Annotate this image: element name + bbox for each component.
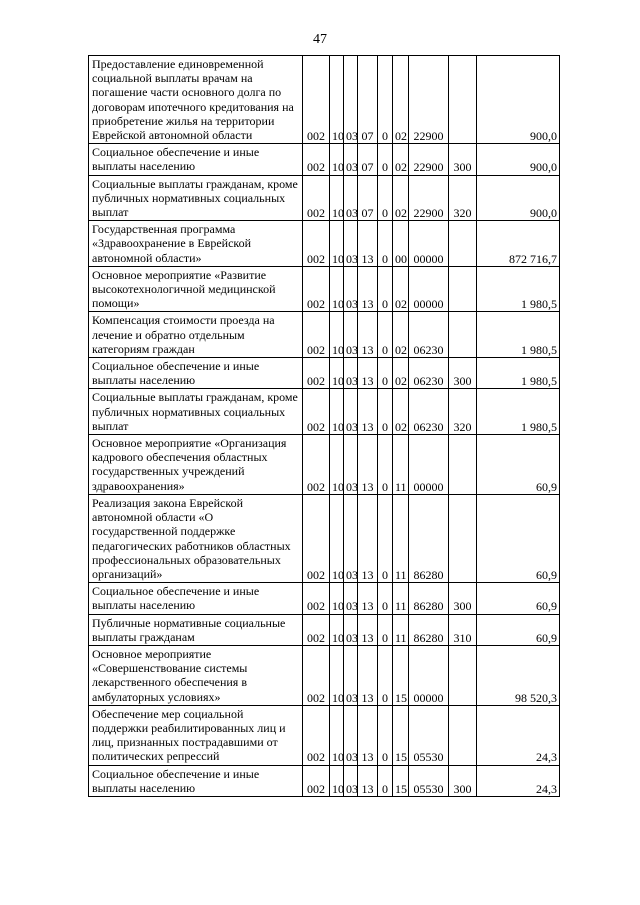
direction-code-cell: 06230 <box>409 389 449 435</box>
amount-cell: 60,9 <box>477 494 560 582</box>
activity-code-cell: 15 <box>393 765 409 796</box>
row-name-cell: Реализация закона Еврейской автономной области «О государственной поддержке педагогических работников областных профессиональных образовательных организаций» <box>89 494 303 582</box>
section-code-cell: 10 <box>330 645 344 705</box>
subsection-code-cell: 03 <box>344 56 358 144</box>
table-row <box>89 583 560 614</box>
ved-code-cell: 002 <box>303 144 330 175</box>
program-code-cell: 13 <box>358 266 378 312</box>
expense-type-cell: 300 <box>449 583 477 614</box>
row-name-cell: Социальное обеспечение и иные выплаты населению <box>89 583 303 614</box>
subprogram-code-cell: 0 <box>378 645 393 705</box>
direction-code-cell: 86280 <box>409 583 449 614</box>
table-row <box>89 435 560 495</box>
direction-code-cell: 22900 <box>409 175 449 221</box>
subsection-code-cell: 03 <box>344 435 358 495</box>
program-code-cell: 13 <box>358 614 378 645</box>
subsection-code-cell: 03 <box>344 705 358 765</box>
table-row <box>89 494 560 582</box>
expense-type-cell <box>449 435 477 495</box>
amount-cell: 872 716,7 <box>477 221 560 267</box>
ved-code-cell: 002 <box>303 705 330 765</box>
direction-code-cell: 05530 <box>409 765 449 796</box>
amount-cell: 900,0 <box>477 144 560 175</box>
program-code-cell: 13 <box>358 494 378 582</box>
direction-code-cell: 86280 <box>409 614 449 645</box>
amount-cell: 24,3 <box>477 705 560 765</box>
subprogram-code-cell: 0 <box>378 56 393 144</box>
amount-cell: 24,3 <box>477 765 560 796</box>
amount-cell: 60,9 <box>477 435 560 495</box>
direction-code-cell: 06230 <box>409 358 449 389</box>
direction-code-cell: 00000 <box>409 221 449 267</box>
table-row <box>89 645 560 705</box>
subprogram-code-cell: 0 <box>378 312 393 358</box>
activity-code-cell: 02 <box>393 175 409 221</box>
amount-cell: 1 980,5 <box>477 312 560 358</box>
subprogram-code-cell: 0 <box>378 583 393 614</box>
subsection-code-cell: 03 <box>344 144 358 175</box>
program-code-cell: 13 <box>358 705 378 765</box>
activity-code-cell: 11 <box>393 494 409 582</box>
expense-type-cell <box>449 56 477 144</box>
program-code-cell: 07 <box>358 56 378 144</box>
activity-code-cell: 00 <box>393 221 409 267</box>
direction-code-cell: 22900 <box>409 144 449 175</box>
amount-cell: 1 980,5 <box>477 389 560 435</box>
section-code-cell: 10 <box>330 358 344 389</box>
subprogram-code-cell: 0 <box>378 266 393 312</box>
row-name-cell: Обеспечение мер социальной поддержки реабилитированных лиц и лиц, признанных пострадавшими от политических репрессий <box>89 705 303 765</box>
table-row <box>89 175 560 221</box>
program-code-cell: 13 <box>358 435 378 495</box>
subprogram-code-cell: 0 <box>378 221 393 267</box>
subsection-code-cell: 03 <box>344 614 358 645</box>
subprogram-code-cell: 0 <box>378 144 393 175</box>
amount-cell: 1 980,5 <box>477 358 560 389</box>
subprogram-code-cell: 0 <box>378 705 393 765</box>
ved-code-cell: 002 <box>303 583 330 614</box>
expense-type-cell: 300 <box>449 358 477 389</box>
subprogram-code-cell: 0 <box>378 175 393 221</box>
subprogram-code-cell: 0 <box>378 389 393 435</box>
subsection-code-cell: 03 <box>344 221 358 267</box>
subsection-code-cell: 03 <box>344 583 358 614</box>
expense-type-cell <box>449 266 477 312</box>
row-name-cell: Государственная программа «Здравоохранение в Еврейской автономной области» <box>89 221 303 267</box>
table-row <box>89 705 560 765</box>
activity-code-cell: 11 <box>393 614 409 645</box>
table-row <box>89 614 560 645</box>
ved-code-cell: 002 <box>303 645 330 705</box>
amount-cell: 98 520,3 <box>477 645 560 705</box>
subprogram-code-cell: 0 <box>378 614 393 645</box>
table-row <box>89 358 560 389</box>
section-code-cell: 10 <box>330 144 344 175</box>
subprogram-code-cell: 0 <box>378 435 393 495</box>
expense-type-cell: 300 <box>449 144 477 175</box>
direction-code-cell: 00000 <box>409 266 449 312</box>
subprogram-code-cell: 0 <box>378 765 393 796</box>
expense-type-cell <box>449 705 477 765</box>
expense-type-cell <box>449 494 477 582</box>
program-code-cell: 07 <box>358 175 378 221</box>
subprogram-code-cell: 0 <box>378 494 393 582</box>
expense-type-cell <box>449 312 477 358</box>
program-code-cell: 13 <box>358 389 378 435</box>
table-row <box>89 221 560 267</box>
table-row <box>89 389 560 435</box>
section-code-cell: 10 <box>330 175 344 221</box>
amount-cell: 1 980,5 <box>477 266 560 312</box>
section-code-cell: 10 <box>330 583 344 614</box>
subsection-code-cell: 03 <box>344 175 358 221</box>
table-row <box>89 312 560 358</box>
subsection-code-cell: 03 <box>344 389 358 435</box>
program-code-cell: 07 <box>358 144 378 175</box>
activity-code-cell: 15 <box>393 645 409 705</box>
table-row <box>89 765 560 796</box>
activity-code-cell: 02 <box>393 266 409 312</box>
subsection-code-cell: 03 <box>344 266 358 312</box>
program-code-cell: 13 <box>358 583 378 614</box>
amount-cell: 60,9 <box>477 583 560 614</box>
ved-code-cell: 002 <box>303 266 330 312</box>
activity-code-cell: 02 <box>393 144 409 175</box>
row-name-cell: Основное мероприятие «Совершенствование системы лекарственного обеспечения в амбулаторных условиях» <box>89 645 303 705</box>
budget-table <box>88 55 560 797</box>
activity-code-cell: 02 <box>393 312 409 358</box>
table-body <box>89 56 560 797</box>
amount-cell: 60,9 <box>477 614 560 645</box>
ved-code-cell: 002 <box>303 494 330 582</box>
row-name-cell: Основное мероприятие «Организация кадрового обеспечения областных государственных учреждений здравоохранения» <box>89 435 303 495</box>
expense-type-cell: 320 <box>449 175 477 221</box>
ved-code-cell: 002 <box>303 765 330 796</box>
section-code-cell: 10 <box>330 312 344 358</box>
program-code-cell: 13 <box>358 312 378 358</box>
section-code-cell: 10 <box>330 765 344 796</box>
section-code-cell: 10 <box>330 389 344 435</box>
table-row <box>89 144 560 175</box>
program-code-cell: 13 <box>358 765 378 796</box>
program-code-cell: 13 <box>358 221 378 267</box>
program-code-cell: 13 <box>358 645 378 705</box>
section-code-cell: 10 <box>330 266 344 312</box>
row-name-cell: Социальное обеспечение и иные выплаты населению <box>89 358 303 389</box>
ved-code-cell: 002 <box>303 614 330 645</box>
activity-code-cell: 11 <box>393 583 409 614</box>
table-row <box>89 266 560 312</box>
row-name-cell: Предоставление единовременной социальной выплаты врачам на погашение части основного долга по договорам ипотечного кредитования на приобретение жилья на территории Еврейской автономной области <box>89 56 303 144</box>
row-name-cell: Социальное обеспечение и иные выплаты населению <box>89 765 303 796</box>
ved-code-cell: 002 <box>303 175 330 221</box>
activity-code-cell: 11 <box>393 435 409 495</box>
expense-type-cell <box>449 645 477 705</box>
amount-cell: 900,0 <box>477 56 560 144</box>
row-name-cell: Социальные выплаты гражданам, кроме публичных нормативных социальных выплат <box>89 389 303 435</box>
direction-code-cell: 22900 <box>409 56 449 144</box>
direction-code-cell: 05530 <box>409 705 449 765</box>
subsection-code-cell: 03 <box>344 312 358 358</box>
subsection-code-cell: 03 <box>344 765 358 796</box>
row-name-cell: Основное мероприятие «Развитие высокотехнологичной медицинской помощи» <box>89 266 303 312</box>
direction-code-cell: 00000 <box>409 645 449 705</box>
section-code-cell: 10 <box>330 614 344 645</box>
activity-code-cell: 02 <box>393 358 409 389</box>
expense-type-cell <box>449 221 477 267</box>
ved-code-cell: 002 <box>303 358 330 389</box>
subsection-code-cell: 03 <box>344 494 358 582</box>
direction-code-cell: 86280 <box>409 494 449 582</box>
section-code-cell: 10 <box>330 494 344 582</box>
row-name-cell: Социальные выплаты гражданам, кроме публичных нормативных социальных выплат <box>89 175 303 221</box>
section-code-cell: 10 <box>330 56 344 144</box>
row-name-cell: Компенсация стоимости проезда на лечение и обратно отдельным категориям граждан <box>89 312 303 358</box>
direction-code-cell: 00000 <box>409 435 449 495</box>
direction-code-cell: 06230 <box>409 312 449 358</box>
section-code-cell: 10 <box>330 221 344 267</box>
subprogram-code-cell: 0 <box>378 358 393 389</box>
row-name-cell: Публичные нормативные социальные выплаты гражданам <box>89 614 303 645</box>
table-row <box>89 56 560 144</box>
expense-type-cell: 320 <box>449 389 477 435</box>
ved-code-cell: 002 <box>303 389 330 435</box>
row-name-cell: Социальное обеспечение и иные выплаты населению <box>89 144 303 175</box>
activity-code-cell: 02 <box>393 389 409 435</box>
amount-cell: 900,0 <box>477 175 560 221</box>
subsection-code-cell: 03 <box>344 358 358 389</box>
activity-code-cell: 02 <box>393 56 409 144</box>
ved-code-cell: 002 <box>303 221 330 267</box>
section-code-cell: 10 <box>330 435 344 495</box>
ved-code-cell: 002 <box>303 312 330 358</box>
ved-code-cell: 002 <box>303 56 330 144</box>
section-code-cell: 10 <box>330 705 344 765</box>
subsection-code-cell: 03 <box>344 645 358 705</box>
program-code-cell: 13 <box>358 358 378 389</box>
activity-code-cell: 15 <box>393 705 409 765</box>
expense-type-cell: 310 <box>449 614 477 645</box>
ved-code-cell: 002 <box>303 435 330 495</box>
expense-type-cell: 300 <box>449 765 477 796</box>
page-number: 47 <box>313 32 327 47</box>
